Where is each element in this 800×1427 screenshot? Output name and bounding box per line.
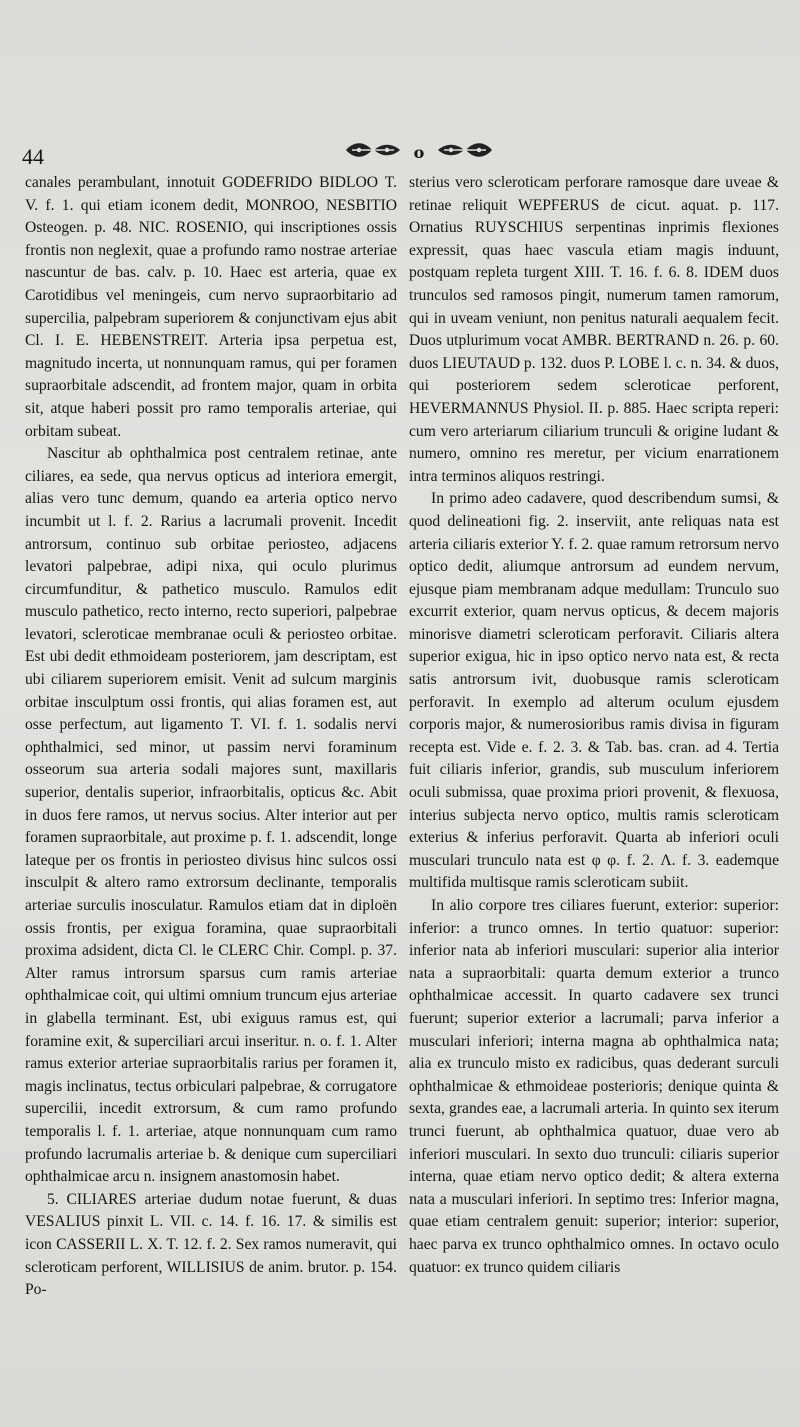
page-header (22, 136, 770, 170)
paragraph: 5. CILIARES arteriae dudum notae fuerunt, & duas VESALIUS pinxit L. VII. c. 14. f. 16. 17. & similis est icon CASSERII L. X. T. 12. f. 2. Sex ramos numeravit, qui scleroticam perforent, WILLISIUS de anim. brutor. p. 154. Po- (25, 1190, 397, 1299)
paragraph: canales perambulant, innotuit GODEFRIDO BIDLOO T. V. f. 1. qui etiam iconem dedit, MONROO, NESBITIO Osteogen. p. 48. NIC. ROSENIO, qui inscriptiones ossis frontis non neglexit, quae a profundo ramo nostrae arteriae nascuntur de bas. calv. p. 10. Haec est arteria, quae ex Carotidibus vel meningeis, cum nervo supraorbitario ad supercilia, palpebram superiorem & conjunctivam ejus abit Cl. I. E. HEBENSTREIT. Arteria ipsa perpetua est, magnitudo incerta, ut nonnunquam ramus, qui per foramen supraorbitale adscendit, ad frontem major, quam in orbita sit, atque haberi possit pro ramo temporalis arteriae, qui orbitam subeat. (25, 174, 397, 440)
paragraph: In alio corpore tres ciliares fuerunt, exterior: superior: inferior: a trunco omnes. In tertio quatuor: superior: inferior nata ab inferiori musculari: superior alia interior nata a supraorbitali: quarta demum exterior a trunco ophthalmicae accessit. In quarto cadavere sex trunci fuerunt; superior exterior a lacrumali; parva inferior a musculari inferiori; interna magna ab ophthalmica nata; alia ex trunculo misto ex radicibus, quas dederant surculi ophthalmicae & ethmoideae posterioris; denique quinta & sexta, grandes eae, a lacrumali arteria. In quinto sex iterum trunci fuerunt, ab ophthalmica quatuor, duae vero ab inferiori musculari. In sexto duo trunculi: ciliaris superior interna, quae etiam nervo optico dedit; & altera externa nata a musculari inferiori. In septimo tres: Inferior magna, quae etiam centralem genuit: superior; interior: superior, haec parva ex trunco ophthalmico omnes. In octavo oculo quatuor: ex trunco quidem ciliaris (409, 897, 779, 1276)
left-fleuron-icon (344, 140, 402, 164)
header-ornament (344, 140, 494, 164)
ornament-center-mark: o (413, 142, 425, 162)
right-fleuron-icon (436, 140, 494, 164)
paragraph: Nascitur ab ophthalmica post centralem retinae, ante ciliares, ea sede, qua nervus opticus ad interiora emergit, alias vero tunc demum, quando ea arteria optico nervo incumbit ut l. f. 2. Rarius a lacrumali provenit. Incedit antrorsum, continuo sub orbitae periosteo, adjacens levatori palpebrae, adipi nixa, qui oculo plurimus circumfunditur, & pathetico musculo. Ramulos edit musculo pathetico, recto interno, recto superiori, palpebrae levatori, scleroticae membranae oculi & periosteo orbitae. Est ubi dedit ethmoideam posteriorem, jam descriptam, est ubi ciliarem superiorem emisit. Venit ad sulcum marginis orbitae insculptum ossi frontis, qui alias foramen est, aut osse perfectum, aut ligamento T. VI. f. 1. sodalis nervi ophthalmici, sed minor, ut passim nervi foraminum osseorum sua arteria sodali majores sunt, maxillaris superior, dentalis superior, infraorbitalis, opticus &c. Abit in duos fere ramos, ut nervus socius. Alter interior aut per foramen supraorbitale, aut proxime p. f. 1. adscendit, longe lateque per os frontis in periosteo divisus hinc sulcos ossi insculpit & altero ramo extrorsum declinante, temporalis arteriae surculis inosculatur. Ramulos etiam dat in diploën ossis frontis, per exigua foramina, quae supraorbitali proxima adsident, dicta Cl. le CLERC Chir. Compl. p. 37. Alter ramus introrsum sparsus cum ramis arteriae ophthalmicae coit, qui ultimi omnium truncum ejus arteriae in glabella terminant. Est, ubi exiguus ramus est, qui foramine exit, & superciliari arcui inseritur. n. o. f. 1. Alter ramus exterior arteriae supraorbitalis rarius per foramen it, magis inclinatus, tectus orbiculari palpebrae, & corrugatore supercilii, incedit extrorsum, & cum ramo profundo temporalis l. f. 1. arteriae, atque nonnunquam cum ramo profundo lacrumalis arteriae b. & denique cum superciliari ophthalmicae arcu n. insignem anastomosin habet. (25, 445, 397, 1186)
paragraph: In primo adeo cadavere, quod describendum sumsi, & quod delineationi fig. 2. inserviit, ante reliquas nata est arteria ciliaris exterior Y. f. 2. quae ramum retrorsum nervo optico dedit, aliumque antrorsum ad eundem nervum, ejusque piam membranam adque medullam: Trunculo suo excurrit exterior, quam nervus opticus, & decem majoris minorisve diametri scleroticam perforavit. Ciliaris altera superior exigua, hic in ipso optico nervo nata est, & recta satis antrorsum ivit, duobusque ramis scleroticam perforavit. In exemplo ad alterum oculum ejusdem corporis major, & numerosioribus ramis divisa in figuram recepta est. Vide e. f. 2. 3. & Tab. bas. cran. ad 4. Tertia fuit ciliaris inferior, grandis, sub musculum inferiorem oculi submissa, quae proxima priori provenit, & flexuosa, interius subjecta nervo optico, multis ramis scleroticam exterius & inferius perforavit. Quarta ab inferiori oculi musculari trunculo nata est φ φ. f. 2. Λ. f. 3. eademque multifida multisque ramis scleroticam subiit. (409, 490, 779, 892)
paragraph: sterius vero scleroticam perforare ramosque dare uveae & retinae reliquit WEPFERUS de cicut. aquat. p. 117. Ornatius RUYSCHIUS serpentinas inprimis flexiones expressit, quas haec vascula etiam magis induunt, postquam repleta turgent XIII. T. 16. f. 6. 8. IDEM duos trunculos sed ramosos pingit, numerum tamen ramorum, qui in uveam veniunt, non penitus naturali aequalem fecit. Duos utplurimum vocat AMBR. BERTRAND n. 26. p. 60. duos LIEUTAUD p. 132. duos P. LOBE l. c. n. 34. & duos, qui posteriorem sedem scleroticae perforent, HEVERMANNUS Physiol. II. p. 885. Haec scripta reperi: cum vero arteriarum ciliarium trunculi & origine ludant & numero, omnino res meretur, per vicium enarrationem intra terminos aliquos restringi. (409, 174, 779, 485)
page-number: 44 (22, 144, 44, 169)
left-text-column (25, 172, 397, 1302)
right-text-column (409, 172, 779, 1279)
